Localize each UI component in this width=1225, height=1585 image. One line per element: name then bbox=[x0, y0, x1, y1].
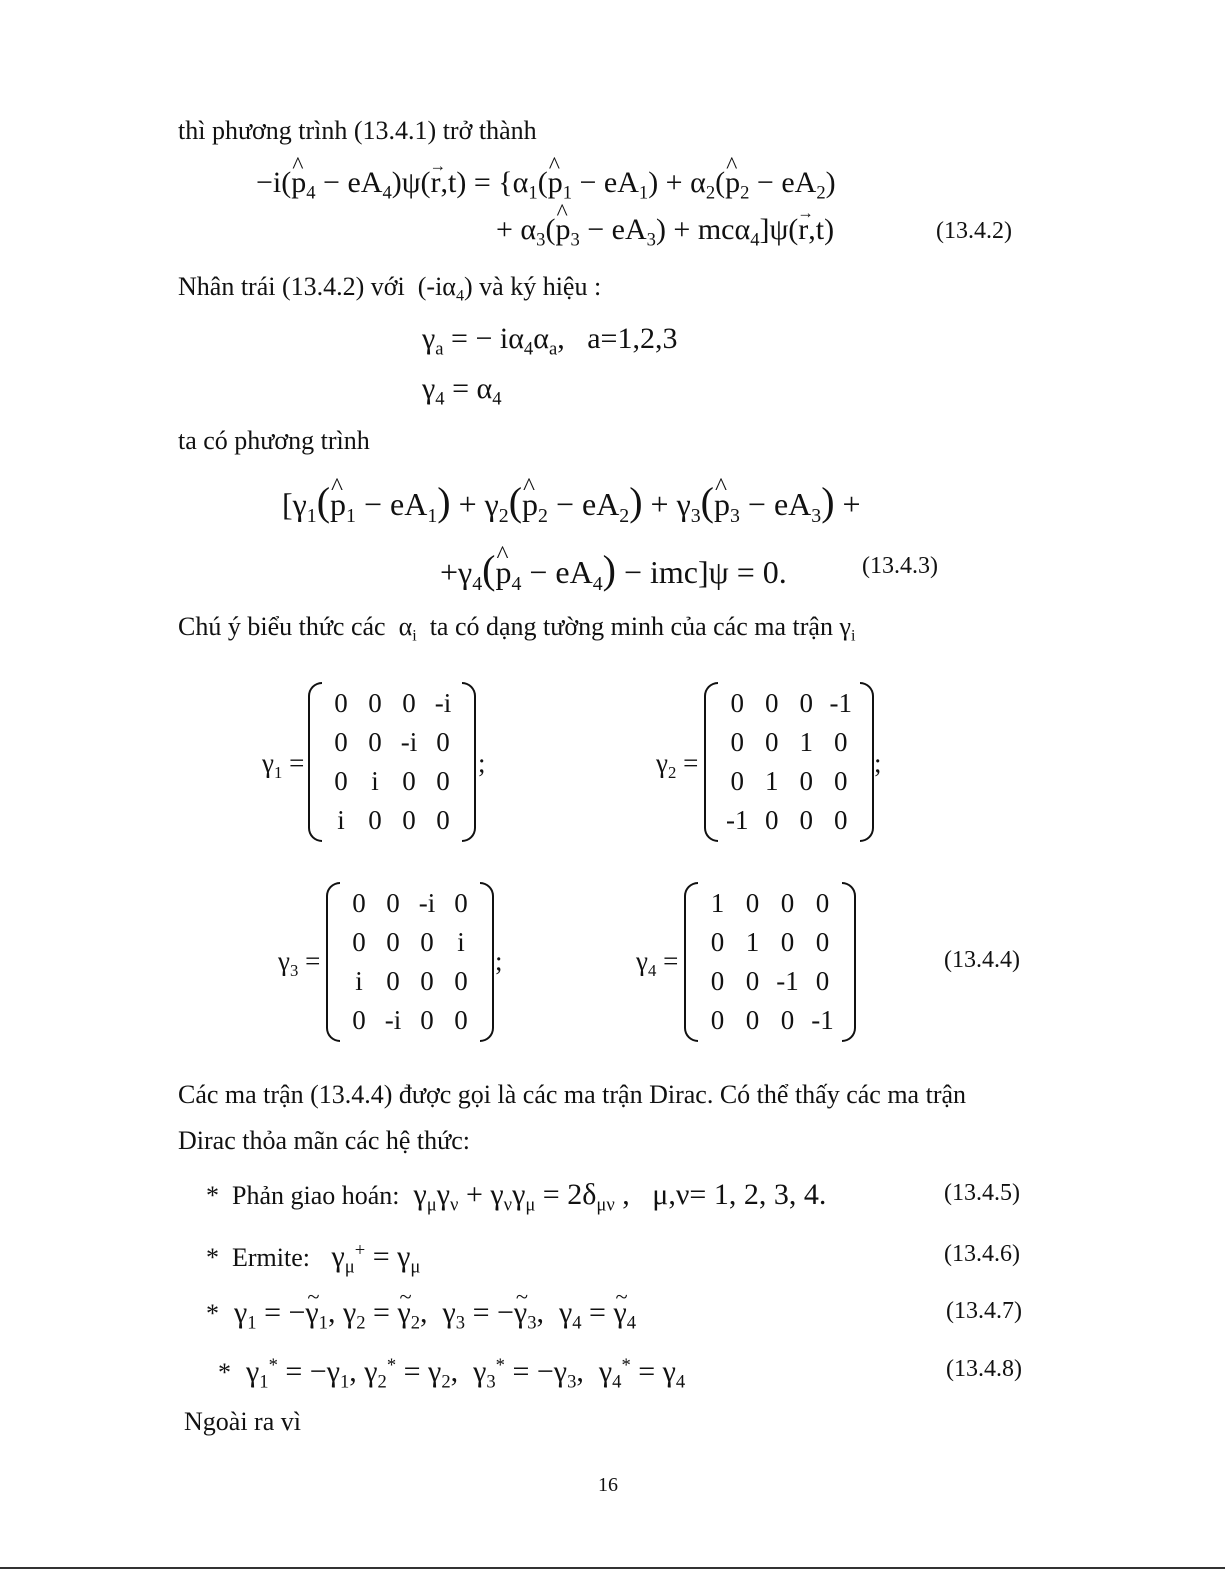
matrix-gamma4 bbox=[684, 882, 856, 1042]
semicolon: ; bbox=[495, 946, 503, 976]
equation-13-4-2-line1: −i(^ $p_4 - eA_4)\psi(\to r,t)$ = {$\alpha_1(\^{}$ $p_1 - eA_1$) + $\alpha_2(\^{}$ $p_2 - eA_2$) bbox=[256, 166, 836, 200]
equation-13-4-3-line1: [$\gamma_1(\^{}$ $p_1 - eA_1$) + $\gamma_2(\^{}$ $p_2 - eA_2$) + $\gamma_3(\^{}$ $p_3 - eA_3$) + bbox=[282, 478, 861, 525]
semicolon: ; bbox=[478, 748, 486, 778]
note-line-suffix: ta có dạng tường minh của các ma trận bbox=[429, 612, 833, 641]
matrix-gamma1-label: $\gamma_1$ = bbox=[262, 748, 305, 782]
gamma-a-definition: $\gamma_a$ = − $i\alpha_4\alpha_a$, a=1,2,3 bbox=[422, 322, 678, 360]
intro-line: thì phương trình (13.4.1) trở thành bbox=[178, 116, 537, 145]
matrix-gamma1-cells: 0 0 0 -i 0 0 -i 0 0 i 0 0 i 0 0 0 bbox=[334, 688, 452, 835]
matrix-gamma1 bbox=[308, 682, 476, 842]
closing-line: Ngoài ra vì bbox=[184, 1407, 301, 1436]
left-paren bbox=[326, 882, 340, 1042]
paragraph-line1: Các ma trận (13.4.4) được gọi là các ma trận Dirac. Có thể thấy các ma trận bbox=[178, 1080, 967, 1109]
equation-number-13-4-3: (13.4.3) bbox=[862, 553, 938, 579]
relation-hermitian bbox=[206, 1239, 421, 1278]
relation-label: Phản giao hoán: bbox=[232, 1181, 400, 1210]
relation-label: Ermite: bbox=[232, 1243, 310, 1272]
multiply-line-prefix: Nhân trái (13.4.2) với bbox=[178, 272, 405, 301]
multiply-line-suffix: và ký hiệu : bbox=[479, 272, 602, 301]
equation-number-13-4-8: (13.4.8) bbox=[946, 1356, 1022, 1382]
matrix-gamma3 bbox=[326, 882, 494, 1042]
equation-number-13-4-6: (13.4.6) bbox=[944, 1241, 1020, 1267]
equation-intro-line: ta có phương trình bbox=[178, 426, 370, 455]
equation-number-13-4-4: (13.4.4) bbox=[944, 947, 1020, 973]
bullet: * bbox=[206, 1181, 219, 1210]
equation-13-4-2-line2: + $\alpha_3(\^{}$ $p_3 - eA_3) + mc\alpha_4]\psi(\to r,t)$ bbox=[496, 213, 834, 247]
bullet: * bbox=[206, 1299, 219, 1328]
relation-anticommutation bbox=[206, 1178, 827, 1216]
paragraph-line2: Dirac thỏa mãn các hệ thức: bbox=[178, 1126, 471, 1155]
page-number: 16 bbox=[598, 1474, 618, 1496]
matrix-gamma2-cells: 0 0 0 -1 0 0 1 0 0 1 0 0 -1 0 0 0 bbox=[726, 688, 852, 835]
bottom-rule bbox=[0, 1567, 1225, 1569]
right-paren bbox=[480, 882, 494, 1042]
multiply-line-math: $(-i\alpha_4)$ bbox=[411, 272, 473, 305]
right-paren bbox=[842, 882, 856, 1042]
note-line-gamma: $\gamma_i$ bbox=[839, 612, 856, 645]
left-paren bbox=[704, 682, 718, 842]
bullet: * bbox=[218, 1358, 231, 1387]
relation-conjugate: * $\gamma_1^* = -\gamma_1$, $\gamma_2^* = \gamma_2$, $\gamma_3^* = -\gamma_3$, $\gamma_4^* = \gamma_4$ bbox=[218, 1354, 686, 1393]
gamma-4-definition: $\gamma_4 = \alpha_4$ bbox=[422, 372, 502, 410]
relation-range: μ,ν= 1, 2, 3, 4. bbox=[652, 1178, 827, 1211]
note-line bbox=[178, 612, 856, 645]
note-line-prefix: Chú ý biểu thức các bbox=[178, 612, 386, 641]
equation-13-4-3-line2: $+\gamma_4(\^{}$ $p_4 - eA_4) - imc]\psi = 0$. bbox=[440, 546, 787, 593]
matrix-gamma4-label: $\gamma_4$ = bbox=[636, 946, 679, 980]
note-line-alpha: $\alpha_i$ bbox=[392, 612, 417, 645]
matrix-gamma2-label: $\gamma_2$ = bbox=[656, 748, 699, 782]
right-paren bbox=[860, 682, 874, 842]
matrix-gamma3-label: $\gamma_3$ = bbox=[278, 946, 321, 980]
right-paren bbox=[462, 682, 476, 842]
left-paren bbox=[684, 882, 698, 1042]
equation-number-13-4-5: (13.4.5) bbox=[944, 1180, 1020, 1206]
matrix-gamma4-cells: 1 0 0 0 0 1 0 0 0 0 -1 0 0 0 0 -1 bbox=[710, 888, 834, 1035]
equation-number-13-4-2: (13.4.2) bbox=[936, 218, 1012, 244]
multiply-line bbox=[178, 272, 602, 305]
matrix-gamma2 bbox=[704, 682, 874, 842]
semicolon: ; bbox=[874, 748, 882, 778]
equation-number-13-4-7: (13.4.7) bbox=[946, 1298, 1022, 1324]
bullet: * bbox=[206, 1243, 219, 1272]
anticommutation-formula: $\gamma_\mu\gamma_\nu + \gamma_\nu\gamma_\mu = 2\delta_{\mu\nu}$ , bbox=[406, 1178, 653, 1216]
matrix-gamma3-cells: 0 0 -i 0 0 0 0 i i 0 0 0 0 -i 0 0 bbox=[352, 888, 468, 1035]
hermitian-formula: $\gamma_\mu^+ = \gamma_\mu$ bbox=[316, 1239, 421, 1278]
relation-transpose: * $\gamma_1$ = −~ $\gamma_1$, $\gamma_2$ = ~ $\gamma_2$, $\gamma_3$ = −~ $\gamma_3$, $\gamma_4$ = ~ $\gamma_4$ bbox=[206, 1296, 636, 1330]
gamma-a-range: a=1,2,3 bbox=[587, 322, 678, 355]
left-paren bbox=[308, 682, 322, 842]
